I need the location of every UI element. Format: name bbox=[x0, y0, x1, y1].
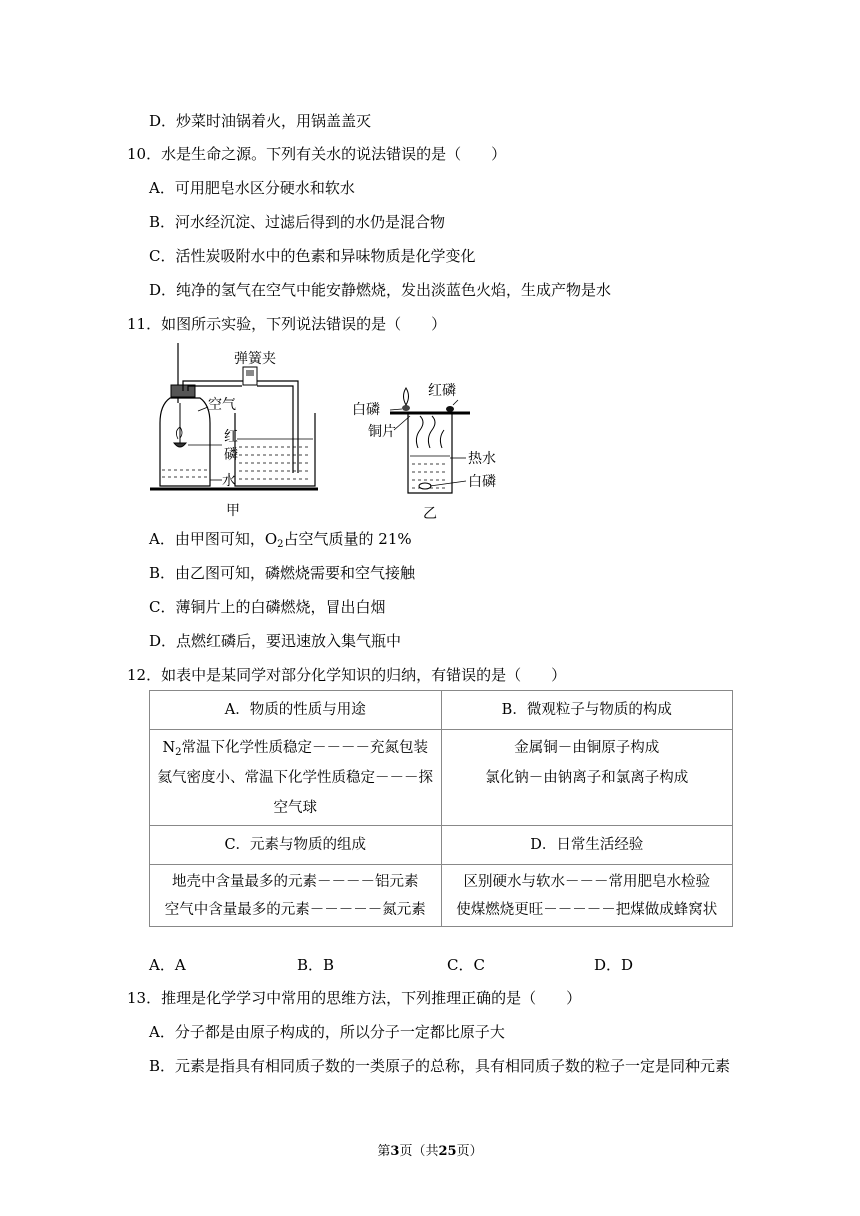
table-head-d: D．日常生活经验 bbox=[441, 826, 733, 865]
q11-option-d: D．点燃红磷后，要迅速放入集气瓶中 bbox=[149, 632, 402, 650]
caption-jia: 甲 bbox=[226, 503, 240, 519]
q11-stem: 11．如图所示实验，下列说法错误的是（ ） bbox=[127, 315, 447, 333]
label-white-phosphorus-bottom: 白磷 bbox=[468, 474, 496, 490]
q10-option-d: D．纯净的氢气在空气中能安静燃烧，发出淡蓝色火焰，生成产物是水 bbox=[149, 281, 612, 299]
q10-option-b: B．河水经沉淀、过滤后得到的水仍是混合物 bbox=[149, 213, 446, 231]
knowledge-table bbox=[149, 690, 733, 927]
q13-option-a: A．分子都是由原子构成的，所以分子一定都比原子大 bbox=[149, 1023, 505, 1041]
label-water: 水 bbox=[222, 473, 236, 489]
table-cell-c: 地壳中含量最多的元素－－－－铝元素 空气中含量最多的元素－－－－－氮元素 bbox=[150, 865, 442, 927]
label-air: 空气 bbox=[208, 397, 236, 413]
q12-stem: 12．如表中是某同学对部分化学知识的归纳，有错误的是（ ） bbox=[127, 666, 567, 684]
caption-yi: 乙 bbox=[423, 506, 437, 522]
q10-stem: 10．水是生命之源。下列有关水的说法错误的是（ ） bbox=[127, 145, 507, 163]
label-red-phosphorus: 红磷 bbox=[428, 383, 456, 399]
label-clamp: 弹簧夹 bbox=[234, 351, 276, 367]
q12-answer-a: A．A bbox=[149, 956, 186, 974]
q13-stem: 13．推理是化学学习中常用的思维方法，下列推理正确的是（ ） bbox=[127, 989, 582, 1007]
page-footer: 第3页（共25页） bbox=[377, 1144, 483, 1159]
q13-option-b: B．元素是指具有相同质子数的一类原子的总称，具有相同质子数的粒子一定是同种元素 bbox=[149, 1057, 731, 1075]
label-hot-water: 热水 bbox=[468, 451, 496, 467]
q12-answer-b: B．B bbox=[297, 956, 335, 974]
q12-answer-d: D．D bbox=[594, 956, 634, 974]
q9-option-d: D．炒菜时油锅着火，用锅盖盖灭 bbox=[149, 112, 372, 130]
q12-answer-c: C．C bbox=[447, 956, 485, 974]
table-head-a: A．物质的性质与用途 bbox=[150, 691, 442, 730]
figure-jia bbox=[150, 343, 320, 523]
table-head-b: B．微观粒子与物质的构成 bbox=[441, 691, 733, 730]
table-head-c: C．元素与物质的组成 bbox=[150, 826, 442, 865]
label-white-phosphorus-top: 白磷 bbox=[352, 402, 380, 418]
q11-option-c: C．薄铜片上的白磷燃烧，冒出白烟 bbox=[149, 598, 386, 616]
figure-yi bbox=[350, 378, 520, 523]
q10-option-a: A．可用肥皂水区分硬水和软水 bbox=[149, 179, 355, 197]
q11-option-b: B．由乙图可知，磷燃烧需要和空气接触 bbox=[149, 564, 416, 582]
label-red-2: 磷 bbox=[224, 447, 238, 463]
table-cell-d: 区别硬水与软水－－－常用肥皂水检验 使煤燃烧更旺－－－－－把煤做成蜂窝状 bbox=[441, 865, 733, 927]
label-red-1: 红 bbox=[224, 429, 238, 445]
table-cell-a: $N_2$常温下化学性质稳定－－－－充氮包装 氦气密度小、常温下化学性质稳定－－－探空气球 bbox=[150, 730, 442, 826]
q11-option-a: A．由甲图可知，$O_2$占空气质量的 21% bbox=[149, 530, 412, 550]
q10-option-c: C．活性炭吸附水中的色素和异味物质是化学变化 bbox=[149, 247, 476, 265]
table-cell-b: 金属铜－由铜原子构成 氯化钠－由钠离子和氯离子构成 bbox=[441, 730, 733, 826]
label-copper: 铜片 bbox=[368, 424, 396, 440]
